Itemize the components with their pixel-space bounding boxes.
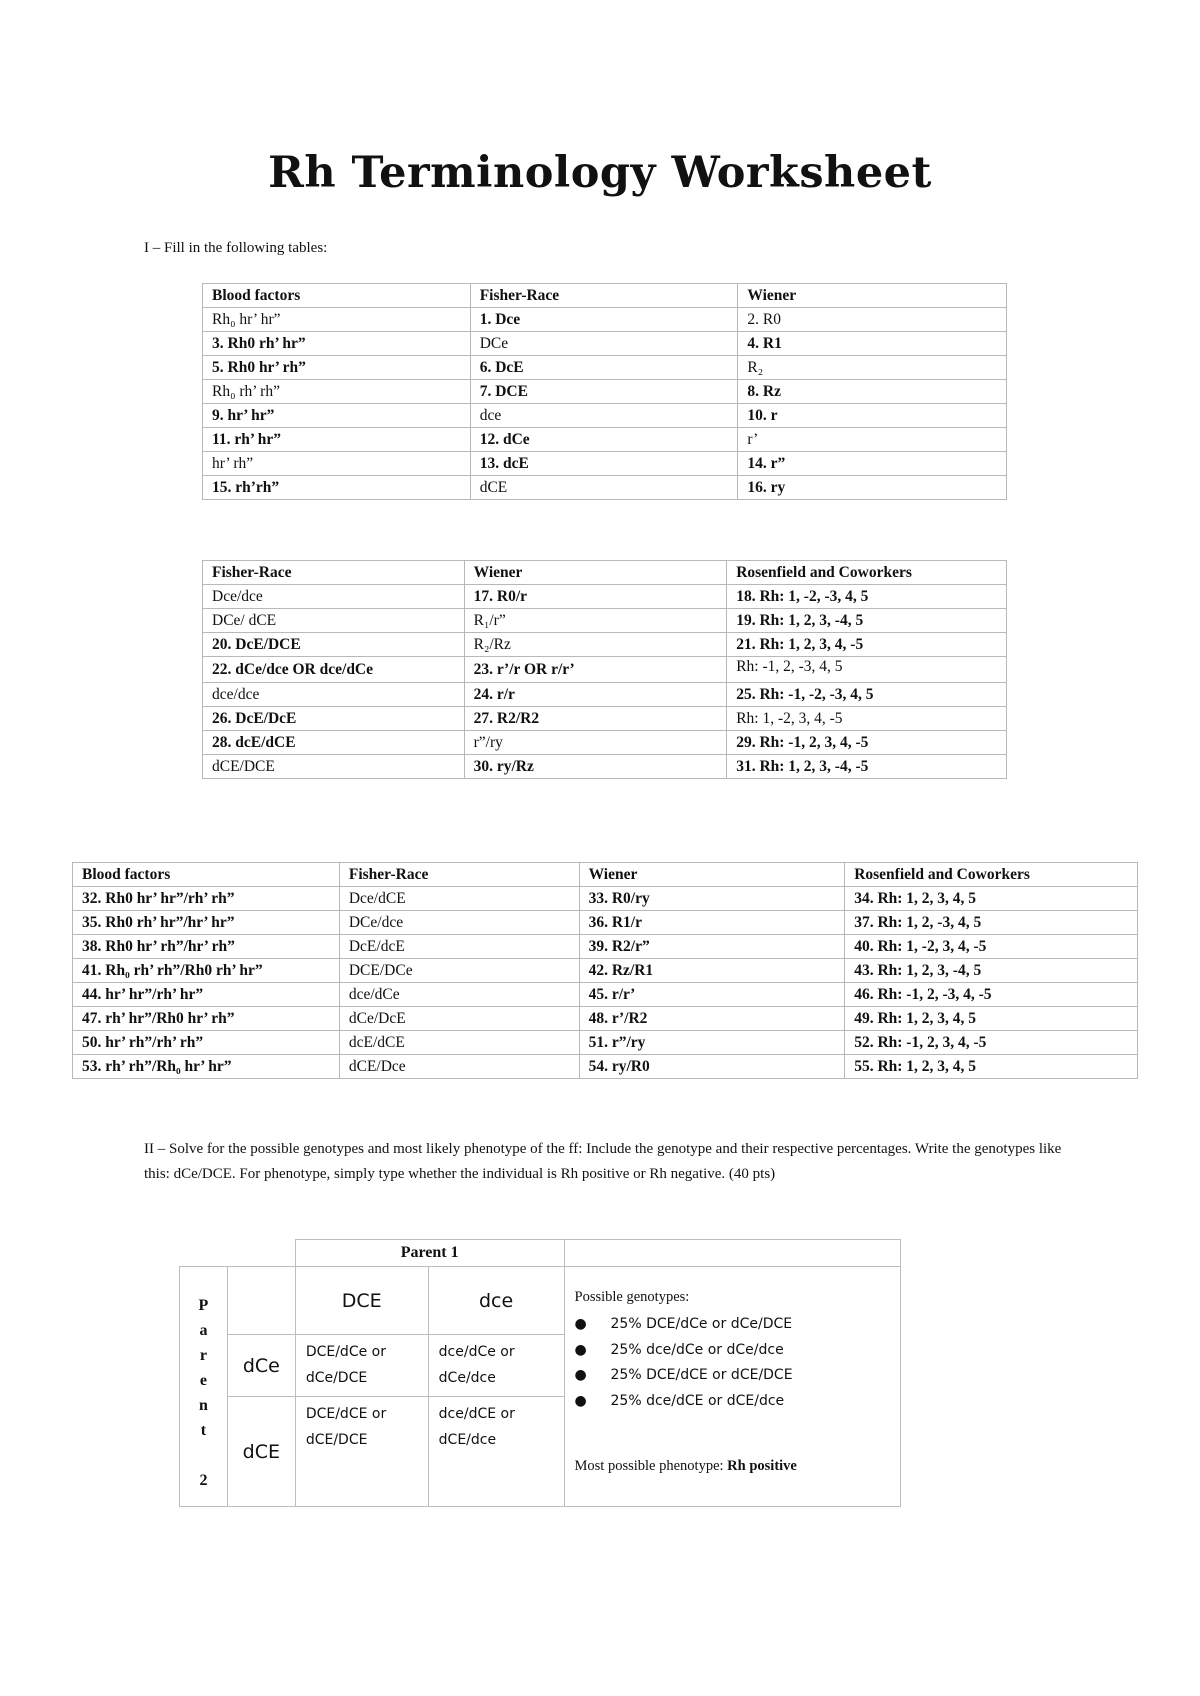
- column-header: Fisher-Race: [203, 561, 465, 585]
- table-cell: 39. R2/r”: [579, 935, 845, 959]
- punnett-cell: DCE/dCe or dCe/DCE: [295, 1335, 428, 1397]
- table-cell: 32. Rh0 hr’ hr”/rh’ rh”: [73, 887, 340, 911]
- table-cell: 9. hr’ hr”: [203, 404, 471, 428]
- genotypes-label: Possible genotypes:: [574, 1289, 690, 1305]
- table-cell: 49. Rh: 1, 2, 3, 4, 5: [845, 1007, 1138, 1031]
- table-cell: r’: [738, 428, 1007, 452]
- table-cell: 30. ry/Rz: [464, 755, 727, 779]
- table-cell: DCe/ dCE: [203, 609, 465, 633]
- table-cell: 6. DcE: [470, 356, 738, 380]
- table-cell: DCe: [470, 332, 738, 356]
- table-cell: 55. Rh: 1, 2, 3, 4, 5: [845, 1055, 1138, 1079]
- table-row: [73, 911, 1138, 935]
- table-cell: 29. Rh: -1, 2, 3, 4, -5: [727, 731, 1007, 755]
- phenotype-value: Rh positive: [727, 1458, 797, 1474]
- table-cell: 41. Rh₀ rh’ rh”/Rh0 rh’ hr”: [73, 959, 340, 983]
- table-cell: 47. rh’ hr”/Rh0 hr’ rh”: [73, 1007, 340, 1031]
- table-cell: 50. hr’ rh”/rh’ rh”: [73, 1031, 340, 1055]
- column-header: Blood factors: [203, 284, 471, 308]
- table-row: [203, 356, 1007, 380]
- table-cell: 54. ry/R0: [579, 1055, 845, 1079]
- table-cell: 27. R2/R2: [464, 707, 727, 731]
- column-header: Rosenfield and Coworkers: [845, 863, 1138, 887]
- table-cell: 42. Rz/R1: [579, 959, 845, 983]
- table-cell: dCe/DcE: [339, 1007, 579, 1031]
- table-cell: R₁/r”: [464, 609, 727, 633]
- table-row: [203, 585, 1007, 609]
- parent-2-label: P a r e n t 2: [180, 1267, 228, 1507]
- punnett-square: [179, 1239, 901, 1507]
- table-row: [73, 959, 1138, 983]
- table-cell: dCE/Dce: [339, 1055, 579, 1079]
- table-row: [73, 1055, 1138, 1079]
- column-header: Fisher-Race: [470, 284, 738, 308]
- table-cell: 11. rh’ hr”: [203, 428, 471, 452]
- page-title: Rh Terminology Worksheet: [268, 148, 932, 198]
- table-cell: 44. hr’ hr”/rh’ hr”: [73, 983, 340, 1007]
- table-cell: dCE/DCE: [203, 755, 465, 779]
- table-cell: 25. Rh: -1, -2, -3, 4, 5: [727, 683, 1007, 707]
- column-header: Rosenfield and Coworkers: [727, 561, 1007, 585]
- table-cell: r”/ry: [464, 731, 727, 755]
- table-cell: 10. r: [738, 404, 1007, 428]
- table-cell: 7. DCE: [470, 380, 738, 404]
- table-cell: 40. Rh: 1, -2, 3, 4, -5: [845, 935, 1138, 959]
- table-cell: 15. rh’rh”: [203, 476, 471, 500]
- table-cell: 26. DcE/DcE: [203, 707, 465, 731]
- column-header: Wiener: [579, 863, 845, 887]
- parent-1-label: Parent 1: [295, 1240, 564, 1267]
- table-cell: 23. r’/r OR r/r’: [464, 657, 727, 683]
- table-row: [203, 308, 1007, 332]
- table-cell: dce/dce: [203, 683, 465, 707]
- table-cell: dce: [470, 404, 738, 428]
- table-cell: 5. Rh0 hr’ rh”: [203, 356, 471, 380]
- punnett-cell: dce/dCE or dCE/dce: [428, 1397, 564, 1507]
- list-item: ● 25% DCE/dCe or dCe/DCE: [574, 1316, 793, 1332]
- table-row: [73, 887, 1138, 911]
- table-row: [203, 657, 1007, 683]
- table-cell: 2. R0: [738, 308, 1007, 332]
- list-item: ● 25% dce/dCe or dCe/dce: [574, 1341, 784, 1358]
- punnett-cell: DCE/dCE or dCE/DCE: [295, 1397, 428, 1507]
- table-row: [203, 404, 1007, 428]
- table-cell: dCE: [470, 476, 738, 500]
- section-2-instruction: II – Solve for the possible genotypes and most likely phenotype of the ff: Include the genotype and their respective percentages. Write the genotypes like this: dCe/DCE. For phenotype, simply type whether the individual is Rh positive or Rh negative. (40 pts): [144, 1141, 1062, 1182]
- punnett-blank: [227, 1240, 295, 1267]
- table-cell: 34. Rh: 1, 2, 3, 4, 5: [845, 887, 1138, 911]
- table-1: [202, 283, 1007, 500]
- table-cell: 28. dcE/dCE: [203, 731, 465, 755]
- table-cell: Rh: -1, 2, -3, 4, 5: [727, 657, 1007, 683]
- table-row: [73, 935, 1138, 959]
- table-cell: 37. Rh: 1, 2, -3, 4, 5: [845, 911, 1138, 935]
- parent-1-allele-2: dce: [428, 1267, 564, 1335]
- column-header: Wiener: [738, 284, 1007, 308]
- table-cell: R₂/Rz: [464, 633, 727, 657]
- table-row: [73, 1031, 1138, 1055]
- table-cell: R₂: [738, 356, 1007, 380]
- table-cell: 17. R0/r: [464, 585, 727, 609]
- table-cell: 33. R0/ry: [579, 887, 845, 911]
- column-header: Wiener: [464, 561, 727, 585]
- table-cell: Rh₀ rh’ rh”: [203, 380, 471, 404]
- table-row: [203, 683, 1007, 707]
- table-cell: 20. DcE/DCE: [203, 633, 465, 657]
- parent-1-allele-1: DCE: [295, 1267, 428, 1335]
- table-row: [73, 1007, 1138, 1031]
- table-cell: 12. dCe: [470, 428, 738, 452]
- table-cell: 43. Rh: 1, 2, 3, -4, 5: [845, 959, 1138, 983]
- table-cell: Dce/dce: [203, 585, 465, 609]
- column-header: Blood factors: [73, 863, 340, 887]
- table-cell: 24. r/r: [464, 683, 727, 707]
- table-cell: 38. Rh0 hr’ rh”/hr’ rh”: [73, 935, 340, 959]
- table-row: [203, 428, 1007, 452]
- table-row: [203, 633, 1007, 657]
- table-row: [203, 476, 1007, 500]
- list-item: ● 25% dce/dCE or dCE/dce: [574, 1392, 785, 1409]
- table-cell: Rh₀ hr’ hr”: [203, 308, 471, 332]
- genotype-list: [575, 1312, 890, 1414]
- table-cell: DCe/dce: [339, 911, 579, 935]
- table-cell: 22. dCe/dce OR dce/dCe: [203, 657, 465, 683]
- punnett-corner: [227, 1267, 295, 1335]
- table-cell: 3. Rh0 rh’ hr”: [203, 332, 471, 356]
- table-cell: 45. r/r’: [579, 983, 845, 1007]
- table-cell: 51. r”/ry: [579, 1031, 845, 1055]
- genotype-summary: [564, 1267, 900, 1507]
- table-cell: Dce/dCE: [339, 887, 579, 911]
- table-cell: dcE/dCE: [339, 1031, 579, 1055]
- table-3: [72, 862, 1138, 1079]
- table-cell: DcE/dcE: [339, 935, 579, 959]
- table-cell: 8. Rz: [738, 380, 1007, 404]
- table-cell: hr’ rh”: [203, 452, 471, 476]
- table-cell: DCE/DCe: [339, 959, 579, 983]
- table-row: [203, 380, 1007, 404]
- table-cell: 21. Rh: 1, 2, 3, 4, -5: [727, 633, 1007, 657]
- table-row: [203, 731, 1007, 755]
- table-cell: 1. Dce: [470, 308, 738, 332]
- punnett-blank: [180, 1240, 228, 1267]
- table-row: [203, 332, 1007, 356]
- table-cell: 18. Rh: 1, -2, -3, 4, 5: [727, 585, 1007, 609]
- table-cell: 31. Rh: 1, 2, 3, -4, -5: [727, 755, 1007, 779]
- table-cell: Rh: 1, -2, 3, 4, -5: [727, 707, 1007, 731]
- table-cell: 35. Rh0 rh’ hr”/hr’ hr”: [73, 911, 340, 935]
- table-cell: 13. dcE: [470, 452, 738, 476]
- header-row: [73, 863, 1138, 887]
- table-row: [73, 983, 1138, 1007]
- parent-2-allele-1: dCe: [227, 1335, 295, 1397]
- header-row: [203, 561, 1007, 585]
- table-cell: 53. rh’ rh”/Rh₀ hr’ hr”: [73, 1055, 340, 1079]
- table-row: [203, 755, 1007, 779]
- table-cell: dce/dCe: [339, 983, 579, 1007]
- table-cell: 4. R1: [738, 332, 1007, 356]
- header-row: [203, 284, 1007, 308]
- section-1-instruction: I – Fill in the following tables:: [144, 240, 328, 256]
- phenotype-line: Most possible phenotype: Rh positive: [574, 1458, 797, 1474]
- list-item: ● 25% DCE/dCE or dCE/DCE: [574, 1367, 793, 1383]
- table-row: [203, 609, 1007, 633]
- table-2: [202, 560, 1007, 779]
- table-cell: 48. r’/R2: [579, 1007, 845, 1031]
- table-cell: 19. Rh: 1, 2, 3, -4, 5: [727, 609, 1007, 633]
- table-cell: 52. Rh: -1, 2, 3, 4, -5: [845, 1031, 1138, 1055]
- table-cell: 16. ry: [738, 476, 1007, 500]
- table-cell: 46. Rh: -1, 2, -3, 4, -5: [845, 983, 1138, 1007]
- table-row: [203, 452, 1007, 476]
- column-header: Fisher-Race: [339, 863, 579, 887]
- table-cell: 36. R1/r: [579, 911, 845, 935]
- table-cell: 14. r”: [738, 452, 1007, 476]
- table-row: [203, 707, 1007, 731]
- parent-2-allele-2: dCE: [227, 1397, 295, 1507]
- punnett-header-blank: [564, 1240, 900, 1267]
- punnett-cell: dce/dCe or dCe/dce: [428, 1335, 564, 1397]
